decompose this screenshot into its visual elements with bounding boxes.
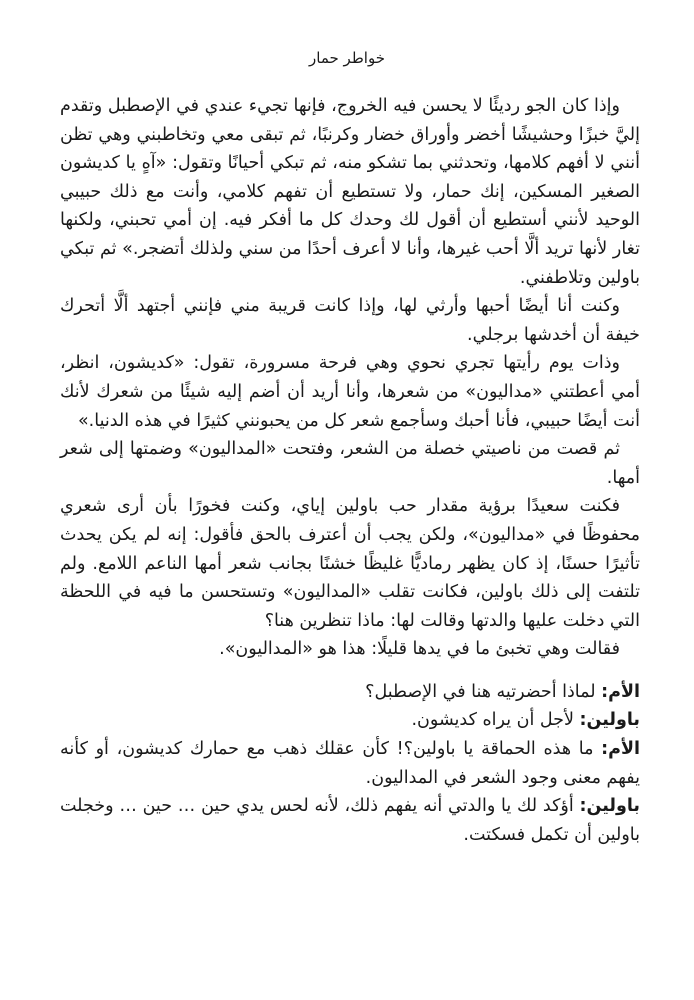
speaker-label: باولين:	[579, 710, 640, 731]
dialogue-line	[60, 792, 640, 849]
paragraph: وإذا كان الجو رديئًا لا يحسن فيه الخروج، فإنها تجيء عندي في الإصطبل وتقدم إليَّ خبزًا وحشيشًا أخضر وأوراق خضار وكرنبًا، ثم تبقى معي وتخاطبني وهي تظن أنني لا أفهم كلامها، وتحدثني بما تشكو منه، ثم تبكي أحيانًا وتقول: «آهٍ يا كديشون الصغير المسكين، إنك حمار، ولا تستطيع أن تفهم كلامي، وأنت مع ذلك حبيبي الوحيد لأنني أستطيع أن أقول لك وحدك كل ما أفكر فيه. إن أمي تحبني، ولكنها تغار لأنها تريد ألَّا أحب غيرها، وأنا لا أعرف أحدًا من سني ولذلك أتضجر.» ثم تبكي باولين وتلاطفني.	[60, 96, 640, 288]
dialogue-text: لماذا أحضرتيه هنا في الإصطبل؟	[365, 681, 602, 702]
dialogue-line	[60, 735, 640, 792]
dialogue-text: أؤكد لك يا والدتي أنه يفهم ذلك، لأنه لحس يدي حين … حين … وخجلت باولين أن تكمل فسكتت.	[60, 796, 640, 845]
dialogue-text: لأجل أن يراه كديشون.	[411, 710, 580, 731]
running-title: خواطر حمار	[309, 49, 385, 67]
paragraph: وذات يوم رأيتها تجري نحوي وهي فرحة مسرورة، تقول: «كديشون، انظر، أمي أعطتني «مداليون» من شعرها، وأنا أريد أن أضم إليه شيئًا من شعرك لأنك أنت أيضًا حبيبي، فأنا أحبك وسأجمع شعر كل من يحبونني كثيرًا في هذه الدنيا.»	[60, 353, 640, 431]
paragraph: فكنت سعيدًا برؤية مقدار حب باولين إياي، وكنت فخورًا بأن أرى شعري محفوظًا في «مداليون»، ولكن يجب أن أعترف بالحق فأقول: إنه لم يكن يحدث تأثيرًا حسنًا، إذ كان يظهر رماديًّا غليظًا خشنًا بجانب شعر أمها الناعم اللامع. ولم تلتفت إلى ذلك باولين، فكانت تقلب «المداليون» وتستحسن ما فيه في اللحظة التي دخلت عليها والدتها وقالت لها: ماذا تنظرين هنا؟	[60, 496, 640, 631]
paragraph: فقالت وهي تخبئ ما في يدها قليلًا: هذا هو «المداليون».	[219, 639, 620, 660]
speaker-label: الأم:	[601, 739, 640, 760]
section-gap	[60, 664, 640, 678]
paragraph: وكنت أنا أيضًا أحبها وأرثي لها، وإذا كانت قريبة مني فإنني أجتهد ألَّا أتحرك خيفة أن أخدشها برجلي.	[60, 296, 640, 345]
page-body	[60, 92, 640, 849]
paragraph: ثم قصت من ناصيتي خصلة من الشعر، وفتحت «المداليون» وضمتها إلى شعر أمها.	[60, 439, 640, 488]
dialogue-line	[60, 706, 640, 735]
speaker-label: باولين:	[579, 796, 640, 817]
dialogue-line	[60, 678, 640, 707]
speaker-label: الأم:	[601, 681, 640, 702]
dialogue-text: ما هذه الحماقة يا باولين؟! كأن عقلك ذهب مع حمارك كديشون، أو كأنه يفهم معنى وجود الشعر في المداليون.	[60, 739, 640, 788]
